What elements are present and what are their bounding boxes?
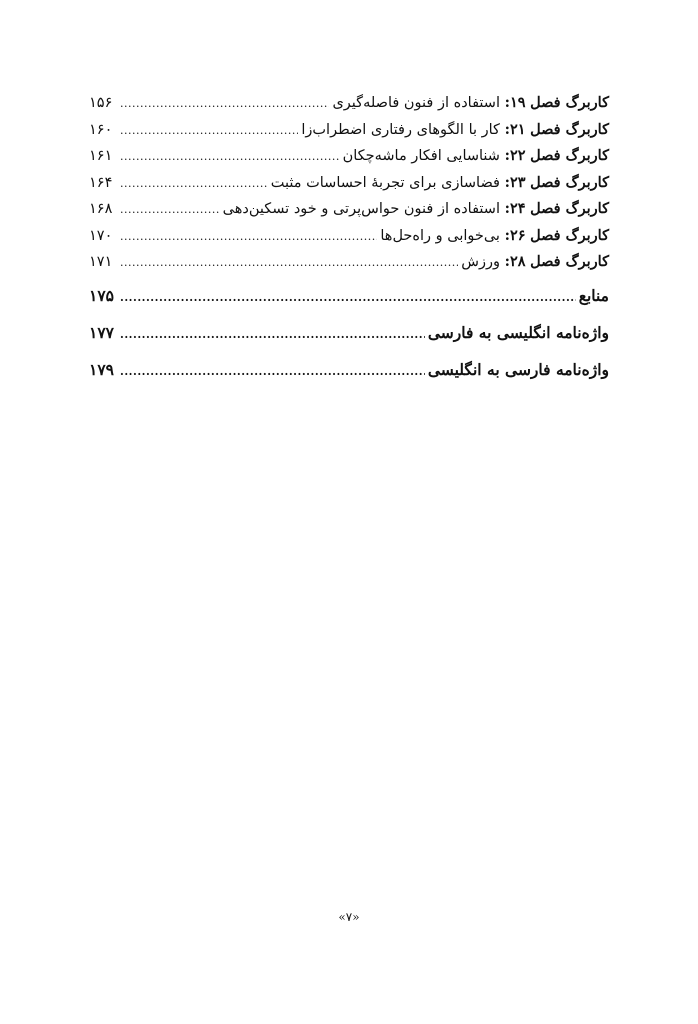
leader-dots [120,328,425,341]
toc-section-page: ۱۷۵ [89,285,114,305]
toc-entry-worksheet-28 [89,253,609,280]
toc-section-references [89,286,609,323]
toc-entry-title: شناسایی افکار ماشه‌چکان [342,148,500,164]
toc-entry-prefix: کاربرگ فصل [530,120,609,138]
leader-dots [120,365,425,378]
toc-entry-number: ۲۸ [509,253,526,270]
leader-dots [120,150,340,163]
toc-entry-page: ۱۶۱ [89,148,113,164]
page-number: «۷» [338,910,360,924]
toc-entry-prefix: کاربرگ فصل [530,173,609,191]
toc-entry-label: کاربرگ فصل ۲۴: استفاده از فنون حواس‌پرتی و خود تسکین‌دهی [222,200,609,217]
table-of-contents [89,94,609,397]
toc-section-title: واژه‌نامه فارسی به انگلیسی [427,359,609,379]
toc-entry-number: ۲۴ [509,200,526,217]
toc-entry-title: ورزش [461,254,500,270]
toc-entry-page: ۱۵۶ [89,95,113,111]
leader-dots [120,124,298,137]
toc-entry-label: کاربرگ فصل ۲۱: کار با الگوهای رفتاری اضطراب‌زا [301,120,609,138]
leader-dots [120,203,220,216]
leader-dots [120,256,458,269]
toc-section-title: منابع [578,285,609,305]
leader-dots [120,291,576,304]
toc-entry-label: کاربرگ فصل ۲۸: ورزش [461,253,609,270]
toc-entry-title: کار با الگوهای رفتاری اضطراب‌زا [301,121,500,138]
toc-entry-prefix: کاربرگ فصل [530,94,609,111]
toc-section-title: واژه‌نامه انگلیسی به فارسی [427,322,609,342]
toc-entry-title: استفاده از فنون فاصله‌گیری [332,95,500,111]
toc-entry-number: ۱۹ [509,94,526,111]
toc-entry-number: ۲۲ [509,147,526,164]
toc-section-page: ۱۷۹ [89,359,114,379]
toc-entry-worksheet-19 [89,94,609,121]
toc-entry-page: ۱۶۸ [89,201,113,217]
toc-entry-label: کاربرگ فصل ۲۳: فضاسازی برای تجربهٔ احساسات مثبت [270,173,609,191]
toc-entry-label: کاربرگ فصل ۲۶: بی‌خوابی و راه‌حل‌ها [380,226,609,244]
toc-section-glossary-fa-en [89,360,609,397]
toc-entry-prefix: کاربرگ فصل [530,200,609,217]
toc-entry-title: بی‌خوابی و راه‌حل‌ها [380,227,500,244]
toc-entry-title: فضاسازی برای تجربهٔ احساسات مثبت [270,174,500,191]
toc-entry-page: ۱۶۰ [89,121,113,138]
toc-entry-page: ۱۷۱ [89,254,113,270]
toc-entry-worksheet-21 [89,121,609,148]
toc-entry-prefix: کاربرگ فصل [530,253,609,270]
toc-entry-title: استفاده از فنون حواس‌پرتی و خود تسکین‌دهی [222,201,500,217]
toc-entry-number: ۲۳ [509,173,526,191]
toc-entry-prefix: کاربرگ فصل [530,147,609,164]
toc-entry-label: کاربرگ فصل ۲۲: شناسایی افکار ماشه‌چکان [342,147,609,164]
toc-entry-number: ۲۱ [509,120,526,138]
toc-entry-label: کاربرگ فصل ۱۹: استفاده از فنون فاصله‌گیری [332,94,609,111]
toc-entry-worksheet-24 [89,200,609,227]
toc-entry-worksheet-22 [89,147,609,174]
toc-section-glossary-en-fa [89,323,609,360]
toc-entry-number: ۲۶ [509,226,526,244]
leader-dots [120,177,268,190]
toc-entry-worksheet-23 [89,174,609,201]
toc-section-page: ۱۷۷ [89,322,114,342]
toc-entry-prefix: کاربرگ فصل [530,226,609,244]
toc-entry-page: ۱۷۰ [89,227,113,244]
toc-entry-worksheet-26 [89,227,609,254]
leader-dots [120,230,377,243]
toc-entry-page: ۱۶۴ [89,174,113,191]
leader-dots [120,97,329,110]
